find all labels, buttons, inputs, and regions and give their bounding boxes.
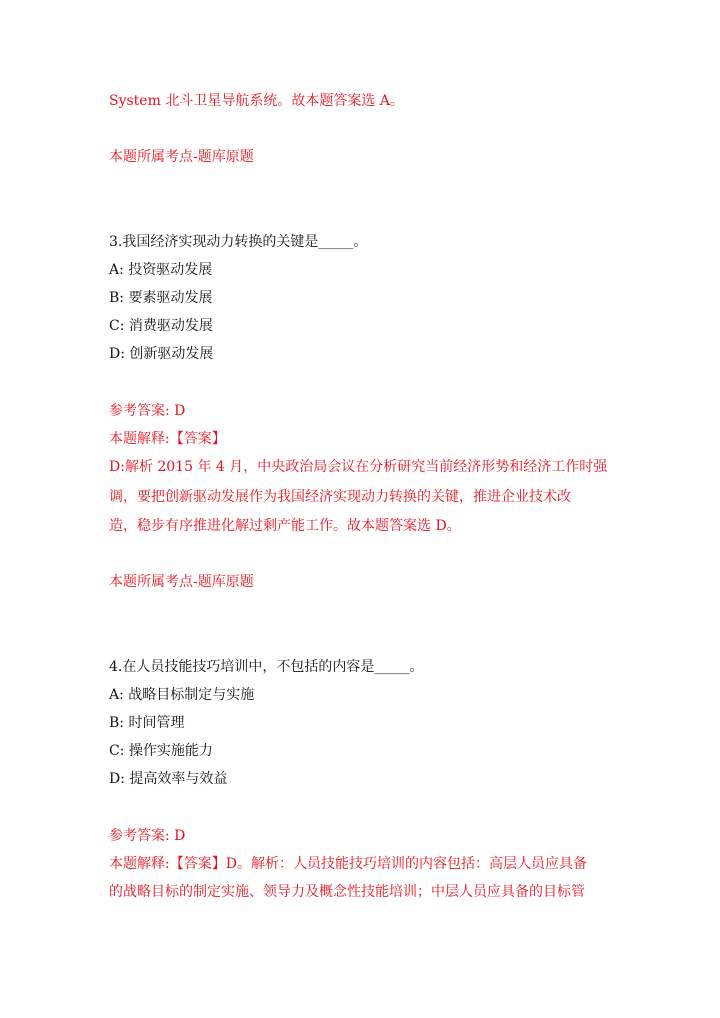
q3-option-b: B: 要素驱动发展 (109, 290, 213, 306)
q4-option-d: D: 提高效率与效益 (109, 771, 228, 787)
q4-question: 4.在人员技能技巧培训中，不包括的内容是_____。 (109, 659, 424, 675)
q3-option-c: C: 消费驱动发展 (109, 318, 213, 334)
q3-question: 3.我国经济实现动力转换的关键是_____。 (109, 234, 368, 250)
prev-source-tag: 本题所属考点-题库原题 (109, 149, 254, 165)
q3-explanation-line-2: 调，要把创新驱动发展作为我国经济实现动力转换的关键，推进企业技术改 (109, 489, 571, 505)
q3-explanation-label: 本题解释:【答案】 (109, 431, 226, 447)
q3-explanation-line-1: D:解析 2015 年 4 月，中央政治局会议在分析研究当前经济形势和经济工作时强 (109, 459, 608, 475)
q4-option-c: C: 操作实施能力 (109, 743, 213, 759)
q4-answer: 参考答案: D (109, 828, 186, 844)
q3-answer: 参考答案: D (109, 403, 186, 419)
prev-explanation-tail: System 北斗卫星导航系统。故本题答案选 A。 (109, 93, 404, 109)
q4-explanation-line-1: 本题解释:【答案】D。解析：人员技能技巧培训的内容包括：高层人员应具备 (109, 856, 587, 872)
q4-option-a: A: 战略目标制定与实施 (109, 687, 255, 703)
q4-explanation-line-2: 的战略目标的制定实施、领导力及概念性技能培训；中层人员应具备的目标管 (109, 884, 585, 900)
q3-option-a: A: 投资驱动发展 (109, 262, 213, 278)
q3-source-tag: 本题所属考点-题库原题 (109, 574, 254, 590)
q3-option-d: D: 创新驱动发展 (109, 346, 214, 362)
q3-explanation-line-3: 造，稳步有序推进化解过剩产能工作。故本题答案选 D。 (109, 518, 461, 534)
q4-option-b: B: 时间管理 (109, 715, 185, 731)
